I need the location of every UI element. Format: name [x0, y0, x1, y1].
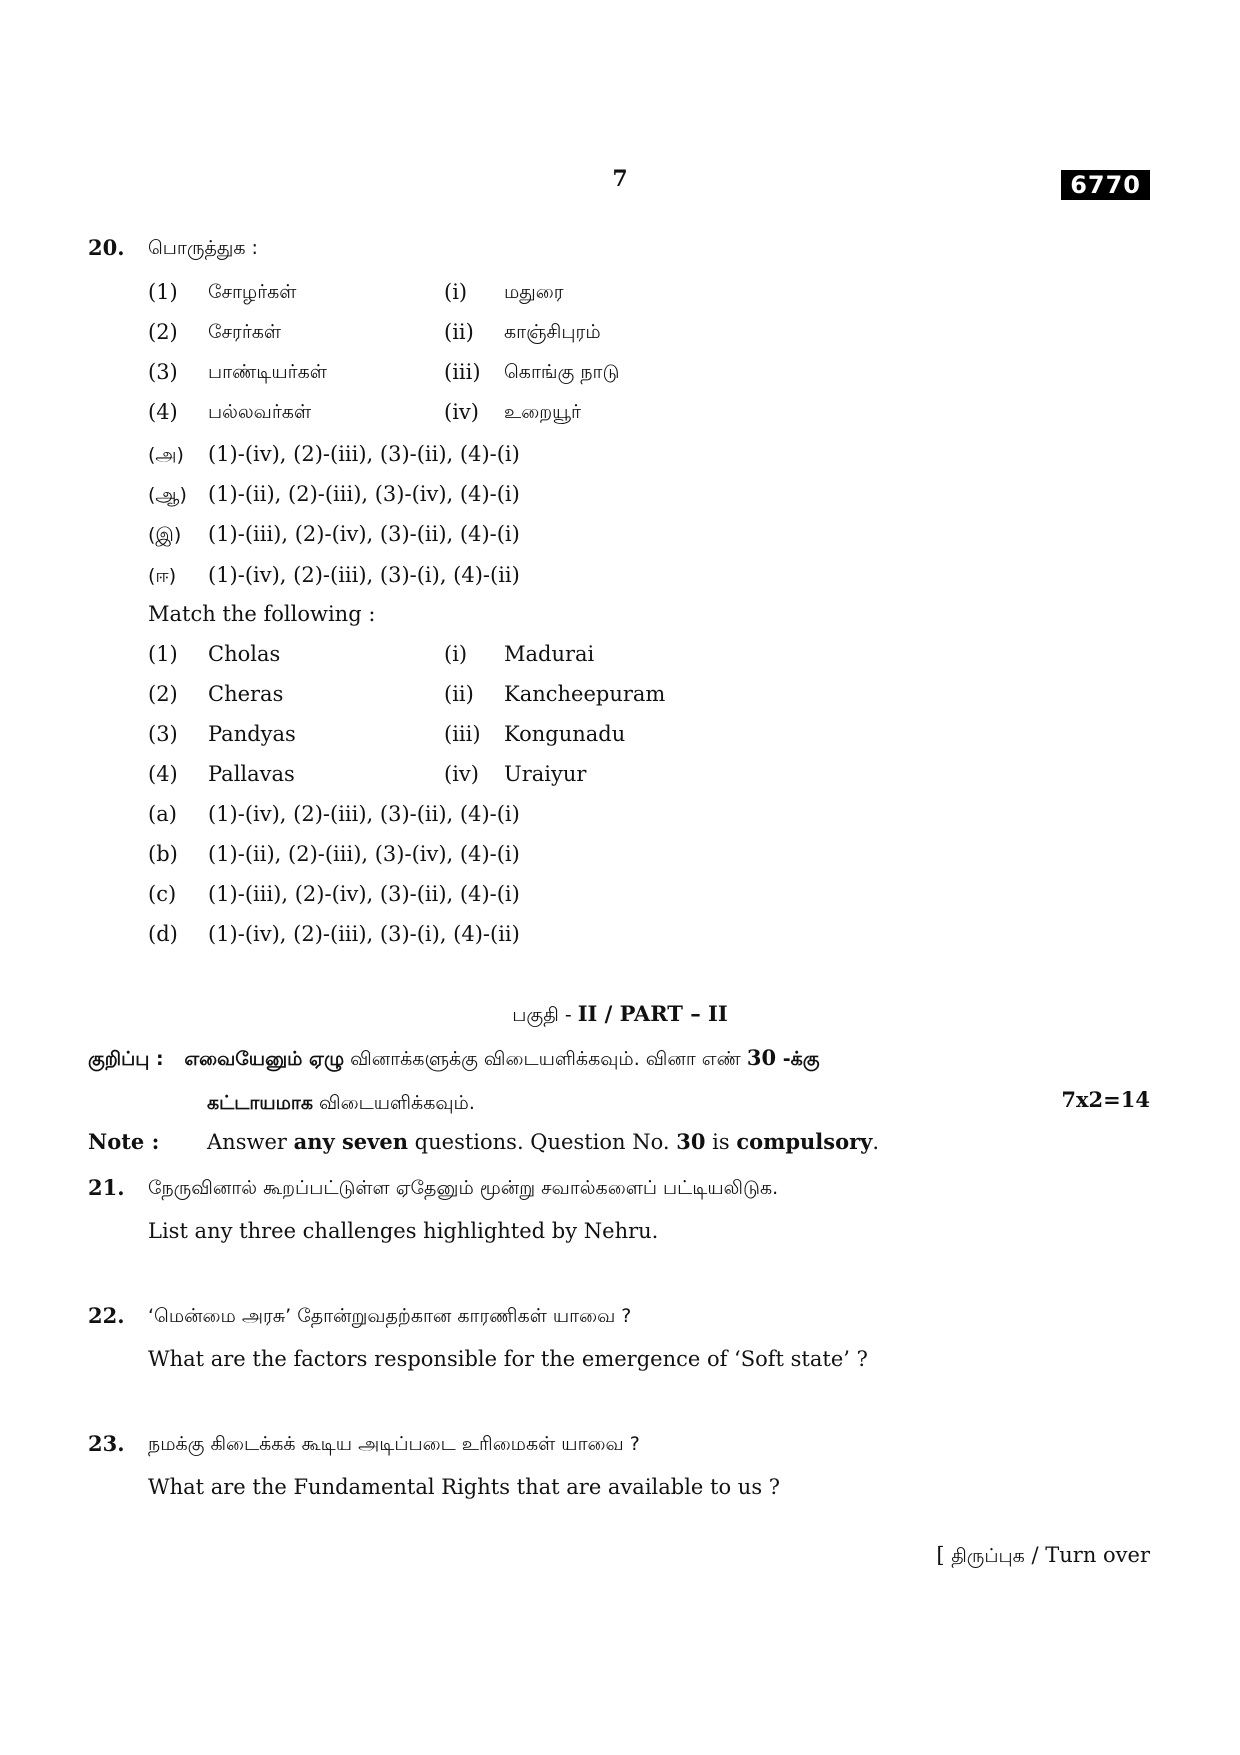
option-ta	[148, 561, 520, 590]
option-label: (c)	[148, 882, 177, 906]
turn-over-ta: திருப்புக	[951, 1545, 1025, 1567]
question-22-ta: ‘மென்மை அரசு’ தோன்றுவதற்கான காரணிகள் யாவை ?	[148, 1305, 632, 1327]
match-right-number: (ii)	[444, 320, 474, 344]
question-23-en: What are the Fundamental Rights that are available to us ?	[148, 1475, 781, 1499]
option-label: (a)	[148, 802, 177, 826]
match-left-number: (2)	[148, 320, 178, 344]
option-label: (அ)	[148, 444, 184, 466]
note-ta-question-number: 30	[746, 1045, 777, 1070]
match-right-item: Kancheepuram	[504, 682, 666, 706]
match-left-number: (1)	[148, 642, 178, 666]
option-ta	[148, 480, 520, 509]
question-21-ta: நேருவினால் கூறப்பட்டுள்ள ஏதேனும் மூன்று சவால்களைப் பட்டியலிடுக.	[148, 1177, 779, 1199]
note-ta-suffix: -க்கு	[776, 1048, 820, 1070]
option-en	[148, 920, 520, 948]
turn-over-en: Turn over	[1045, 1543, 1150, 1567]
note-ta-label: குறிப்பு :	[88, 1048, 164, 1070]
option-text: (1)-(iv), (2)-(iii), (3)-(i), (4)-(ii)	[208, 922, 520, 946]
option-text: (1)-(iv), (2)-(iii), (3)-(ii), (4)-(i)	[208, 802, 520, 826]
question-20-number: 20.	[88, 235, 125, 260]
match-left-number: (4)	[148, 762, 178, 786]
section-heading-ta: பகுதி -	[512, 1004, 578, 1026]
match-right-item: உறையூர்	[504, 401, 581, 423]
match-left-item: பாண்டியர்கள்	[208, 361, 327, 383]
note-ta-bold: எவையேனும் ஏழு	[184, 1048, 345, 1070]
option-label: (இ)	[148, 524, 182, 546]
footer-bracket: [	[936, 1543, 952, 1567]
match-right-number: (i)	[444, 280, 468, 304]
option-text: (1)-(iii), (2)-(iv), (3)-(ii), (4)-(i)	[208, 882, 520, 906]
question-23-ta: நமக்கு கிடைக்கக் கூடிய அடிப்படை உரிமைகள் யாவை ?	[148, 1433, 640, 1455]
section-heading-en: II / PART – II	[577, 1001, 728, 1026]
option-en	[148, 800, 520, 828]
match-right-item: கொங்கு நாடு	[504, 361, 620, 383]
option-text: (1)-(ii), (2)-(iii), (3)-(iv), (4)-(i)	[208, 842, 520, 866]
note-en-bold: 30	[676, 1129, 706, 1154]
note-en-text: Answer	[207, 1130, 294, 1154]
option-label: (ஆ)	[148, 484, 187, 506]
footer-separator: /	[1024, 1543, 1046, 1567]
option-en	[148, 840, 520, 868]
note-en-bold: compulsory	[736, 1129, 873, 1154]
marks-label: 7x2=14	[1061, 1087, 1150, 1112]
option-text: (1)-(iii), (2)-(iv), (3)-(ii), (4)-(i)	[208, 522, 520, 546]
page-number: 7	[612, 166, 628, 192]
note-en-label: Note :	[88, 1129, 160, 1154]
option-en	[148, 880, 520, 908]
option-text: (1)-(iv), (2)-(iii), (3)-(ii), (4)-(i)	[208, 442, 520, 466]
question-20-prompt-en: Match the following :	[148, 602, 376, 626]
note-en-text: is	[705, 1130, 737, 1154]
match-left-number: (3)	[148, 722, 178, 746]
match-left-item: பல்லவர்கள்	[208, 401, 312, 423]
turn-over-label	[936, 1541, 1150, 1570]
match-left-item: Cheras	[208, 682, 284, 706]
match-right-number: (iv)	[444, 762, 479, 786]
match-left-number: (3)	[148, 360, 178, 384]
match-left-number: (2)	[148, 682, 178, 706]
option-ta	[148, 520, 520, 549]
match-left-number: (4)	[148, 400, 178, 424]
match-left-item: Cholas	[208, 642, 281, 666]
note-en-text: questions. Question No.	[408, 1130, 677, 1154]
note-ta-line2	[207, 1088, 475, 1117]
option-label: (b)	[148, 842, 178, 866]
option-ta	[148, 440, 520, 469]
note-ta-text: விடையளிக்கவும்.	[312, 1092, 475, 1114]
option-label: (d)	[148, 922, 178, 946]
match-right-item: Madurai	[504, 642, 595, 666]
note-en-bold: any seven	[293, 1129, 408, 1154]
question-21-en: List any three challenges highlighted by Nehru.	[148, 1219, 659, 1243]
match-left-item: சோழர்கள்	[208, 281, 297, 303]
match-right-item: காஞ்சிபுரம்	[504, 321, 601, 343]
option-text: (1)-(ii), (2)-(iii), (3)-(iv), (4)-(i)	[208, 482, 520, 506]
section-heading	[0, 1000, 1240, 1029]
option-text: (1)-(iv), (2)-(iii), (3)-(i), (4)-(ii)	[208, 563, 520, 587]
note-en-text: .	[872, 1130, 880, 1154]
paper-code-badge: 6770	[1061, 170, 1150, 200]
note-en	[207, 1128, 879, 1156]
question-20-prompt-ta: பொருத்துக :	[148, 237, 258, 259]
match-right-number: (iii)	[444, 722, 481, 746]
match-left-item: Pallavas	[208, 762, 295, 786]
match-right-item: Uraiyur	[504, 762, 587, 786]
match-right-item: Kongunadu	[504, 722, 626, 746]
note-ta-bold: கட்டாயமாக	[207, 1092, 313, 1114]
match-right-number: (iii)	[444, 360, 481, 384]
option-label: (ஈ)	[148, 565, 177, 587]
match-left-number: (1)	[148, 280, 178, 304]
match-right-number: (i)	[444, 642, 468, 666]
note-ta-text: வினாக்களுக்கு விடையளிக்கவும். வினா எண்	[344, 1048, 747, 1070]
question-21-number: 21.	[88, 1175, 125, 1200]
question-22-en: What are the factors responsible for the emergence of ‘Soft state’ ?	[148, 1347, 868, 1371]
match-right-item: மதுரை	[504, 281, 564, 303]
note-ta	[88, 1044, 820, 1073]
match-left-item: Pandyas	[208, 722, 296, 746]
match-right-number: (iv)	[444, 400, 479, 424]
match-left-item: சேரர்கள்	[208, 321, 282, 343]
question-22-number: 22.	[88, 1303, 125, 1328]
question-23-number: 23.	[88, 1431, 125, 1456]
match-right-number: (ii)	[444, 682, 474, 706]
